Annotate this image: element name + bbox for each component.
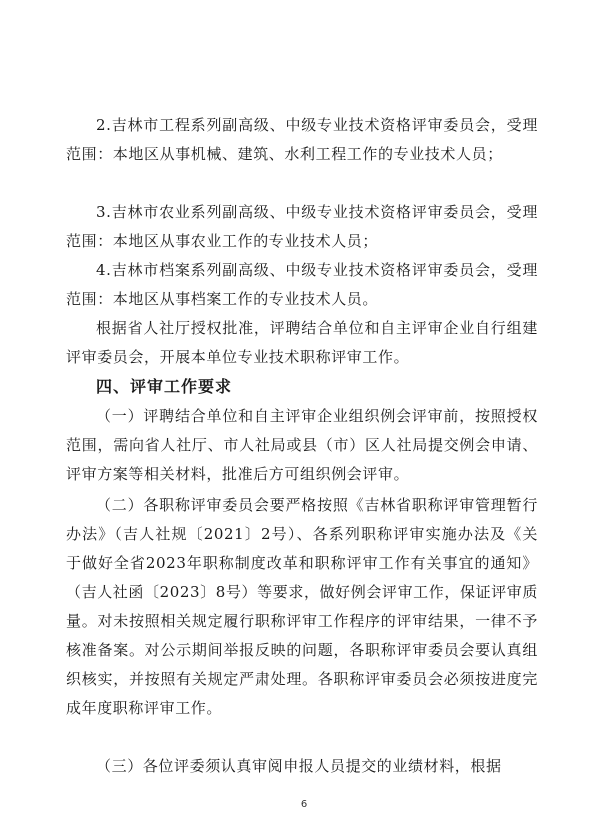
page-number: 6 (300, 799, 308, 810)
section-heading: 四、评审工作要求 (96, 377, 233, 396)
item-2-review-standards: （二）各职称评审委员会要严格按照《吉林省职称评审管理暂行办法》（吉人社规〔2021〕2号）、各系列职称评审实施办法及《关于做好全省2023年职称制度改革和职称评审工作有关事宜的通知》（吉人社函〔2023〕8号）等要求，做好例会评审工作，保证评审质量。对未按照相关规定履行职称评审工作程序的评审结果，一律不予核准备案。对公示期间举报反映的问题，各职称评审委员会要认真组织核实，并按照有关规定严肃处理。各职称评审委员会必须按进度完成年度职称评审工作。 (66, 496, 538, 717)
paragraph-agriculture-committee: 3.吉林市农业系列副高级、中级专业技术资格评审委员会，受理范围：本地区从事农业工作的专业技术人员； (66, 203, 538, 250)
item-3-reviewer-duties: （三）各位评委须认真审阅申报人员提交的业绩材料，根据 (96, 757, 502, 775)
paragraph-self-organized-committee: 根据省人社厅授权批准，评聘结合单位和自主评审企业自行组建评审委员会，开展本单位专业技术职称评审工作。 (66, 319, 538, 366)
paragraph-engineering-committee: 2.吉林市工程系列副高级、中级专业技术资格评审委员会，受理范围：本地区从事机械、建筑、水利工程工作的专业技术人员； (66, 116, 538, 163)
item-1-meeting-application: （一）评聘结合单位和自主评审企业组织例会评审前，按照授权范围，需向省人社厅、市人社局或县（市）区人社局提交例会申请、评审方案等相关材料，批准后方可组织例会评审。 (66, 407, 538, 483)
paragraph-archives-committee: 4.吉林市档案系列副高级、中级专业技术资格评审委员会，受理范围：本地区从事档案工作的专业技术人员。 (66, 261, 538, 308)
